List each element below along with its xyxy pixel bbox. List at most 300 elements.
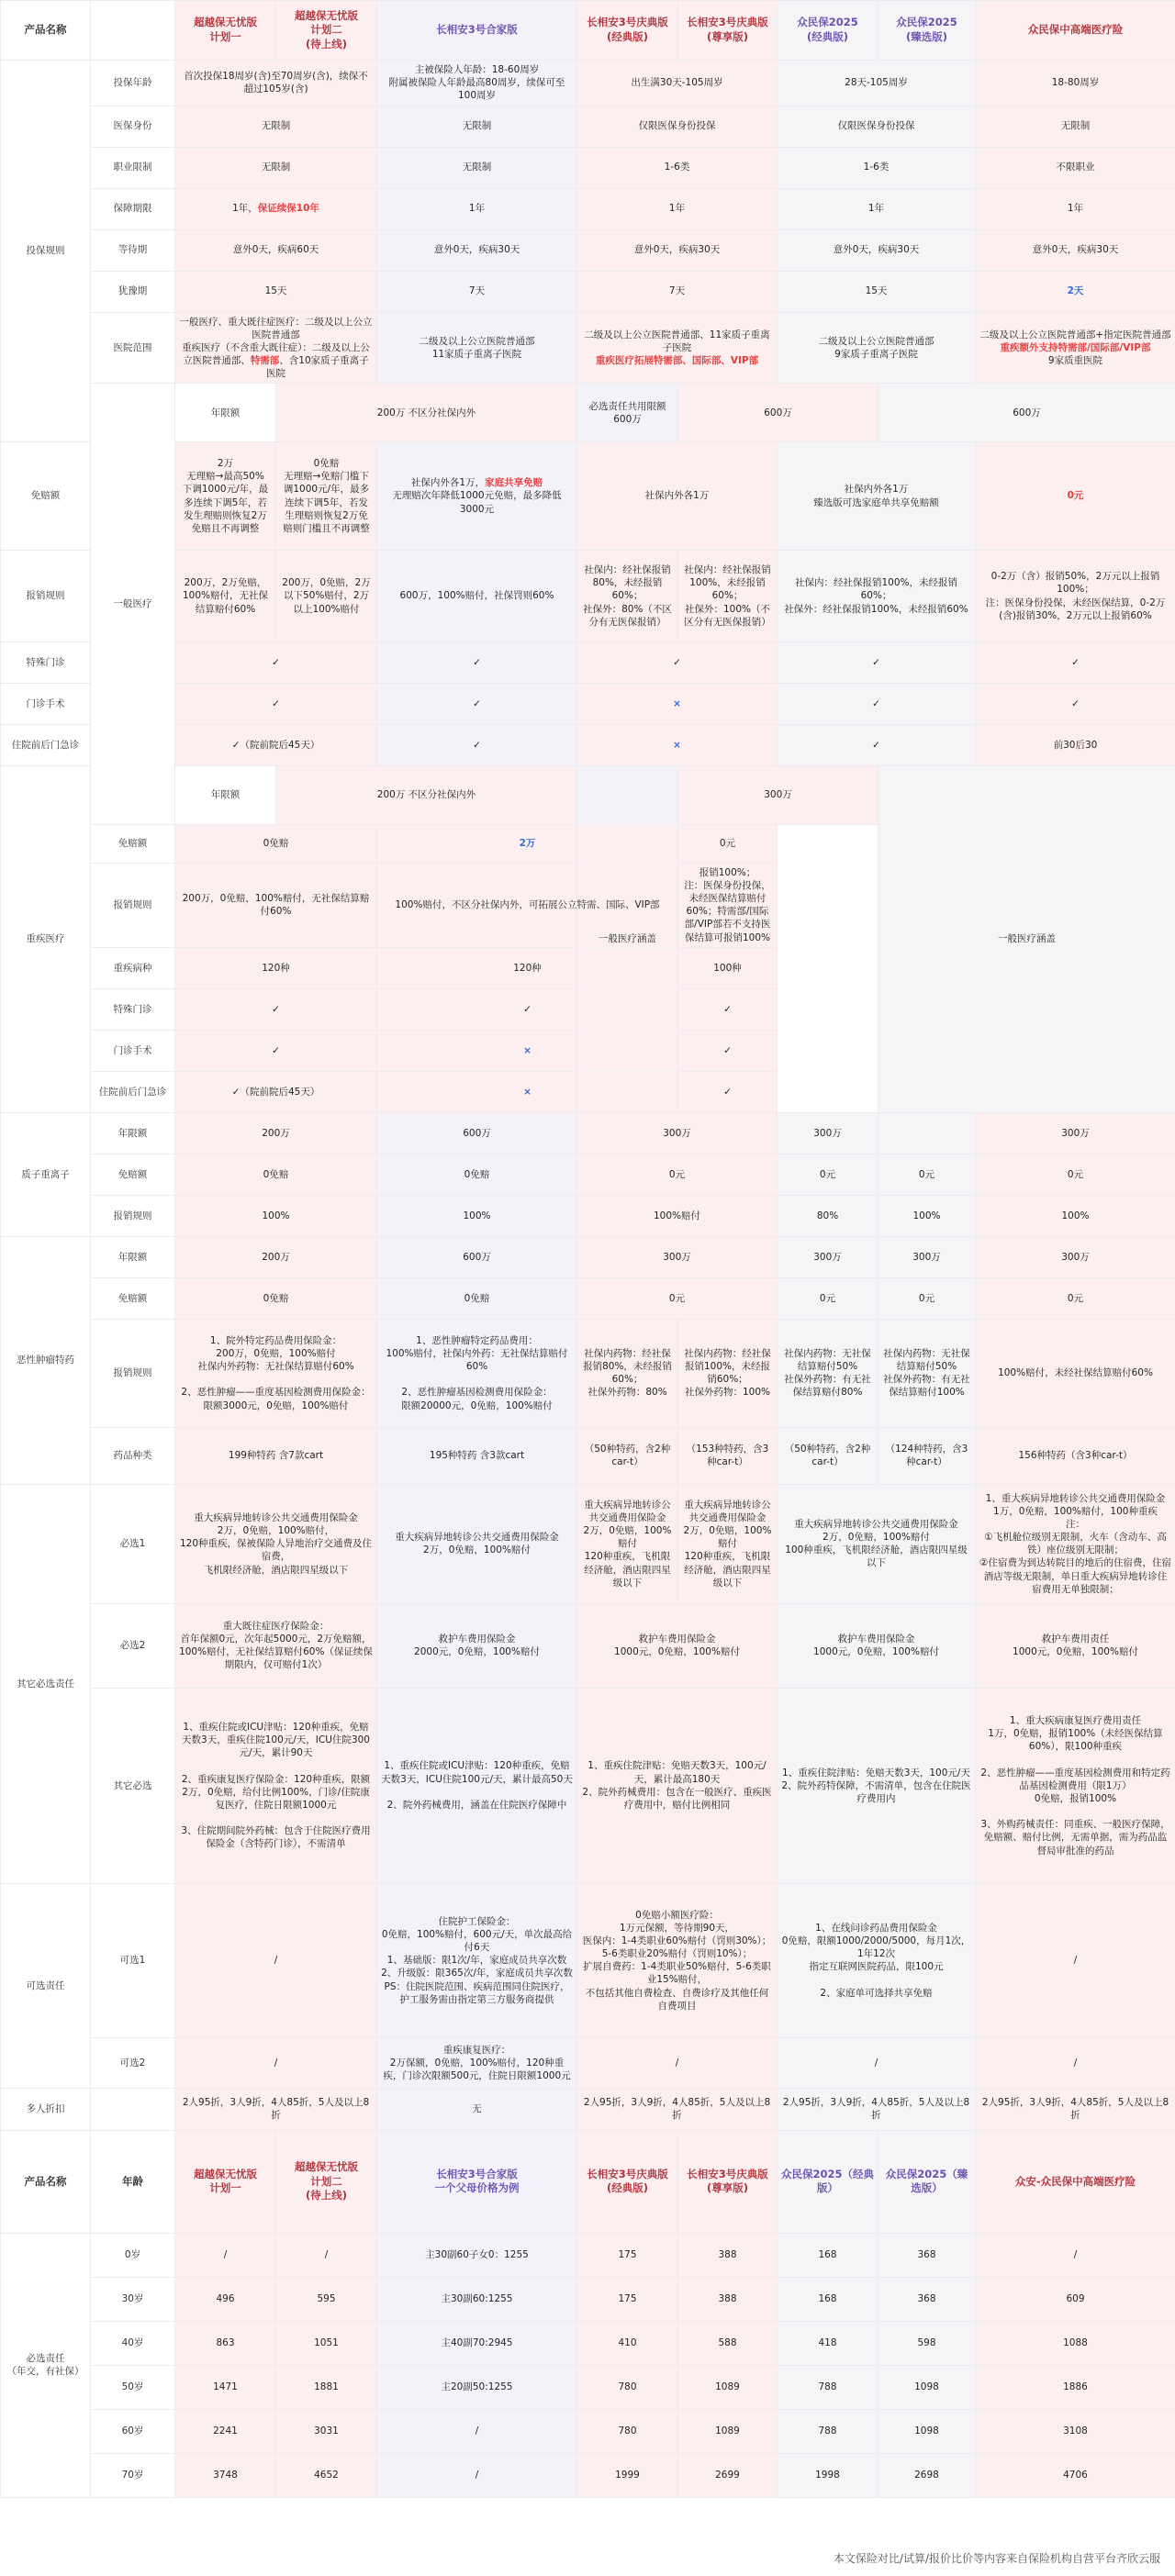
- item-label: 必选1: [91, 1484, 175, 1603]
- table-cell: 1-6类: [577, 147, 778, 188]
- table-cell: 1098: [878, 2409, 976, 2453]
- table-cell: 0元: [878, 1154, 976, 1195]
- item-label: 年限额: [91, 1112, 175, 1154]
- table-cell: 二级及以上公立医院普通部+指定医院普通部 重疾额外支持特需部/国际部/VIP部 9家质重医院: [976, 312, 1175, 384]
- table-cell: 1、重疾住院津贴：免赔天数3天，100元/天，累计最高180天 2、院外药械费用：包含在一般医疗、重疾医疗费用中，赔付比例相同: [577, 1688, 778, 1883]
- table-row: [1, 1484, 1175, 1603]
- table-cell: [878, 1112, 976, 1154]
- item-label: 可选1: [91, 1883, 175, 2037]
- table-cell: 长相安3号合家版: [377, 1, 577, 61]
- table-cell: 418: [778, 2321, 878, 2365]
- table-cell: 388: [678, 2277, 778, 2321]
- table-cell: 0免赔: [377, 1277, 577, 1319]
- table-cell: 2698: [878, 2453, 976, 2497]
- item-label: 报销规则: [1, 551, 91, 642]
- table-cell: 主20副50:1255: [377, 2365, 577, 2409]
- table-cell: 2人95折，3人9折，4人85折，5人及以上8折: [577, 2088, 778, 2130]
- table-cell: 0元: [878, 1277, 976, 1319]
- table-cell: ✓: [175, 1030, 377, 1071]
- table-row: [1, 1688, 1175, 1883]
- table-cell: 众安-众民保中高端医疗险: [976, 2130, 1175, 2233]
- table-cell: 社保内药物：经社保报销80%，未经报销60%； 社保外药物：80%: [577, 1319, 678, 1427]
- table-cell: ×: [377, 1030, 678, 1071]
- table-cell: 4706: [976, 2453, 1175, 2497]
- table-cell: 200万，0免赔，100%赔付，无社保结算赔付60%: [175, 863, 377, 947]
- item-label: 年限额: [91, 1236, 175, 1277]
- table-cell: 意外0天，疾病30天: [377, 229, 577, 271]
- table-cell: 600万: [377, 1112, 577, 1154]
- table-cell: 600万: [678, 384, 878, 442]
- table-cell: （153种特药，含3种car-t）: [678, 1427, 778, 1484]
- table-cell: ✓: [377, 642, 577, 684]
- table-cell: 175: [577, 2233, 678, 2277]
- table-cell: ✓: [377, 684, 577, 725]
- table-row: [1, 1236, 1175, 1277]
- category-label: 投保规则: [1, 61, 91, 442]
- table-cell: 无: [377, 2088, 577, 2130]
- table-row: [1, 725, 1175, 766]
- table-cell: 无限制: [175, 147, 377, 188]
- table-cell: 15天: [175, 271, 377, 312]
- table-row: [1, 2037, 1175, 2088]
- table-cell: 1、重疾住院津贴：免赔天数3天，100元/天 2、院外药特保障，不需清单，包含在住院医疗费用内: [778, 1688, 976, 1883]
- table-row: [1, 2365, 1175, 2409]
- table-cell: 意外0天，疾病60天: [175, 229, 377, 271]
- table-row: [1, 551, 1175, 642]
- table-cell: 一般医疗涵盖: [577, 766, 678, 1113]
- table-cell: 意外0天，疾病30天: [976, 229, 1175, 271]
- table-cell: 1088: [976, 2321, 1175, 2365]
- table-row: [1, 684, 1175, 725]
- table-cell: 0免赔: [175, 824, 377, 863]
- table-cell: 社保内外各1万，家庭共享免赔 无理赔次年降低1000元免赔，最多降低3000元: [377, 442, 577, 551]
- item-label: 特殊门诊: [1, 642, 91, 684]
- table-cell: 1051: [276, 2321, 377, 2365]
- table-cell: 200万，0免赔，2万以下50%赔付，2万以上100%赔付: [276, 551, 377, 642]
- table-cell: 410: [577, 2321, 678, 2365]
- table-cell: 仅限医保身份投保: [577, 106, 778, 147]
- table-cell: 主40副70:2945: [377, 2321, 577, 2365]
- table-cell: 1098: [878, 2365, 976, 2409]
- table-cell: ×: [377, 1071, 678, 1112]
- table-cell: 600万: [878, 384, 1175, 442]
- table-cell: 0元: [976, 1277, 1175, 1319]
- table-row: [1, 2233, 1175, 2277]
- table-cell: 重大疾病异地转诊公共交通费用保险金 2万，0免赔，100%赔付: [377, 1484, 577, 1603]
- table-row: [1, 1112, 1175, 1154]
- table-cell: 住院护工保险金： 0免赔，100%赔付，600元/天，单次最高给付6天 1、基础版：限1次/年，家庭成员共享次数 2、升级版：限365次/年，家庭成员共享次数 PS：住院医院范围、疾病范围同住院医疗，护工服务需由指定第三方服务商提供: [377, 1883, 577, 2037]
- table-cell: 不限职业: [976, 147, 1175, 188]
- table-row: [1, 188, 1175, 229]
- table-cell: 300万: [976, 1236, 1175, 1277]
- table-cell: 1、院外特定药品费用保险金： 200万，0免赔，100%赔付 社保内外药物：无社保结算赔付60% 2、恶性肿瘤——重度基因检测费用保险金：限额3000元，0免赔，100%赔付: [175, 1319, 377, 1427]
- table-cell: 1999: [577, 2453, 678, 2497]
- table-cell: 社保内药物：无社保结算赔付50% 社保外药物：有无社保结算赔付80%: [778, 1319, 878, 1427]
- item-label: 必选2: [91, 1603, 175, 1688]
- table-cell: 2699: [678, 2453, 778, 2497]
- table-cell: 168: [778, 2233, 878, 2277]
- table-cell: /: [377, 2409, 577, 2453]
- table-row: [1, 2453, 1175, 2497]
- table-cell: 0-2万（含）报销50%，2万元以上报销100%； 注：医保身份投保，未经医保结算，0-2万(含)报销30%，2万元以上报销60%: [976, 551, 1175, 642]
- table-cell: /: [175, 2037, 377, 2088]
- table-cell: 1998: [778, 2453, 878, 2497]
- table-cell: /: [377, 2453, 577, 2497]
- table-row: [1, 766, 1175, 825]
- table-cell: 18-80周岁: [976, 61, 1175, 106]
- table-cell: /: [976, 1883, 1175, 2037]
- table-cell: 众民保2025 (臻选版): [878, 1, 976, 61]
- table-cell: 报销100%； 注：医保身份投保，未经医保结算赔付60%；特需部/国际部/VIP部若不支持医保结算可报销100%: [678, 863, 778, 947]
- table-cell: 3108: [976, 2409, 1175, 2453]
- table-cell: 3748: [175, 2453, 276, 2497]
- table-cell: 1年: [976, 188, 1175, 229]
- item-label: 免赔额: [91, 1154, 175, 1195]
- table-cell: 1471: [175, 2365, 276, 2409]
- item-label: 住院前后门急诊: [91, 1071, 175, 1112]
- table-cell: 1、恶性肿瘤特定药品费用： 100%赔付，社保内外药：无社保结算赔付60% 2、恶性肿瘤基因检测费用保险金： 限额20000元，0免赔，100%赔付: [377, 1319, 577, 1427]
- table-cell: 100%: [377, 1195, 577, 1236]
- table-cell: /: [175, 2233, 276, 2277]
- table-cell: 众民保2025（臻选版）: [878, 2130, 976, 2233]
- table-cell: 4652: [276, 2453, 377, 2497]
- table-cell: （50种特药，含2种car-t）: [577, 1427, 678, 1484]
- item-label: 年限额: [175, 766, 276, 825]
- table-cell: 社保内外各1万: [577, 442, 778, 551]
- table-cell: 15天: [778, 271, 976, 312]
- table-cell: 0元: [976, 442, 1175, 551]
- item-label: 重疾病种: [91, 947, 175, 988]
- table-cell: 社保内药物：无社保结算赔付50% 社保外药物：有无社保结算赔付100%: [878, 1319, 976, 1427]
- item-label: 免赔额: [91, 1277, 175, 1319]
- table-cell: 600万，100%赔付，社保罚则60%: [377, 551, 577, 642]
- table-cell: /: [976, 2037, 1175, 2088]
- category-label: 产品名称: [1, 1, 91, 61]
- table-cell: （124种特药，含3种car-t）: [878, 1427, 976, 1484]
- table-cell: 788: [778, 2409, 878, 2453]
- table-cell: 199种特药 含7款cart: [175, 1427, 377, 1484]
- category-label: 重疾医疗: [1, 766, 91, 1113]
- item-label: 犹豫期: [91, 271, 175, 312]
- table-cell: 无限制: [377, 106, 577, 147]
- table-cell: 重疾康复医疗： 2万保额，0免赔，100%赔付，120种重疾，门诊次限额500元，住院日限额1000元: [377, 2037, 577, 2088]
- table-cell: 1、重大疾病异地转诊公共交通费用保险金 1万，0免赔，100%赔付，100种重疾 注： ①飞机舱位级别无限制，火车（含动车、高铁）座位级别无限制； ②住宿费为到达转院目的地后的住宿费，住宿酒店等级无限制，单日重大疾病异地转诊住宿费用无单独限制；: [976, 1484, 1175, 1603]
- table-cell: 主30副60:1255: [377, 2277, 577, 2321]
- table-cell: 前30后30: [976, 725, 1175, 766]
- table-cell: 100%: [878, 1195, 976, 1236]
- table-row: [1, 1195, 1175, 1236]
- table-cell: 救护车费用保险金 2000元，0免赔，100%赔付: [377, 1603, 577, 1688]
- table-cell: 社保内：经社保报销100%，未经报销60%； 社保外：经社保报销100%，未经报销60%: [778, 551, 976, 642]
- table-cell: 496: [175, 2277, 276, 2321]
- table-cell: 1886: [976, 2365, 1175, 2409]
- item-label: 药品种类: [91, 1427, 175, 1484]
- table-cell: 780: [577, 2409, 678, 2453]
- table-cell: 2天: [976, 271, 1175, 312]
- table-cell: 长相安3号庆典版 (尊享版): [678, 2130, 778, 2233]
- table-cell: 3031: [276, 2409, 377, 2453]
- table-cell: 100%赔付，不区分社保内外，可拓展公立特需、国际、VIP部: [377, 863, 678, 947]
- table-cell: /: [175, 1883, 377, 2037]
- table-row: [1, 2277, 1175, 2321]
- table-cell: 1、在线问诊药品费用保险金 0免赔，限额1000/2000/5000，每月1次，1年12次 指定互联网医院药品，限100元 2、家庭单可选择共享免赔: [778, 1883, 976, 2037]
- item-label: 0岁: [91, 2233, 175, 2277]
- table-cell: 609: [976, 2277, 1175, 2321]
- table-cell: /: [577, 2037, 778, 2088]
- table-cell: 120种: [377, 947, 678, 988]
- table-row: [1, 1883, 1175, 2037]
- table-cell: 2人95折，3人9折，4人85折，5人及以上8折: [778, 2088, 976, 2130]
- item-label: 免赔额: [91, 824, 175, 863]
- table-cell: 588: [678, 2321, 778, 2365]
- table-row: [1, 442, 1175, 551]
- table-cell: 救护车费用责任 1000元，0免赔，100%赔付: [976, 1603, 1175, 1688]
- table-cell: ×: [577, 725, 778, 766]
- table-cell: 100%赔付，未经社保结算赔付60%: [976, 1319, 1175, 1427]
- table-cell: 780: [577, 2365, 678, 2409]
- table-row: [1, 229, 1175, 271]
- table-cell: 100%: [976, 1195, 1175, 1236]
- table-cell: 200万 不区分社保内外: [276, 384, 577, 442]
- table-cell: 2人95折，3人9折，4人85折，5人及以上8折: [175, 2088, 377, 2130]
- table-cell: 300万: [976, 1112, 1175, 1154]
- table-cell: 300万: [577, 1112, 778, 1154]
- item-label: 职业限制: [91, 147, 175, 188]
- item-label: 投保年龄: [91, 61, 175, 106]
- table-cell: 28天-105周岁: [778, 61, 976, 106]
- table-row: [1, 147, 1175, 188]
- table-cell: 社保内外各1万 臻选版可选家庭单共享免赔额: [778, 442, 976, 551]
- table-cell: 超越保无忧版 计划一: [175, 1, 276, 61]
- table-cell: 无限制: [175, 106, 377, 147]
- table-cell: 0元: [778, 1154, 878, 1195]
- category-label: 一般医疗: [91, 384, 175, 824]
- table-cell: 无限制: [377, 147, 577, 188]
- table-cell: 无限制: [976, 106, 1175, 147]
- item-label: 医保身份: [91, 106, 175, 147]
- table-cell: 7天: [577, 271, 778, 312]
- table-cell: 1、重大疾病康复医疗费用责任 1万，0免赔，报销100%（未经医保结算60%），限100种重疾 2、恶性肿瘤——重度基因检测费用和特定药品基因检测费用（限1万） 0免赔，报销100% 3、外购药械责任：同重疾、一般医疗保障，免赔额、赔付比例，无需单据，需为药品监督局审批准的药品: [976, 1688, 1175, 1883]
- table-row: [1, 1, 1175, 61]
- table-cell: 1-6类: [778, 147, 976, 188]
- table-cell: 1年: [377, 188, 577, 229]
- table-cell: 社保内：经社保报销80%，未经报销60%； 社保外：80%（不区分有无医保报销）: [577, 551, 678, 642]
- table-cell: 100%: [175, 1195, 377, 1236]
- table-row: [1, 2130, 1175, 2233]
- table-cell: 0免赔: [377, 1154, 577, 1195]
- item-label: 60岁: [91, 2409, 175, 2453]
- table-row: [1, 1603, 1175, 1688]
- table-cell: ✓: [976, 684, 1175, 725]
- table-cell: 2人95折，3人9折，4人85折，5人及以上8折: [976, 2088, 1175, 2130]
- item-label: 年限额: [175, 384, 276, 442]
- item-label: 年龄: [91, 2130, 175, 2233]
- table-cell: 863: [175, 2321, 276, 2365]
- table-row: [1, 2088, 1175, 2130]
- table-cell: 重大疾病异地转诊公共交通费用保险金 2万，0免赔，100%赔付 120种重疾，飞机限经济舱，酒店限四星级以下: [577, 1484, 678, 1603]
- table-cell: ✓: [175, 684, 377, 725]
- table-cell: 200万，2万免赔，100%赔付，无社保结算赔付60%: [175, 551, 276, 642]
- item-label: 40岁: [91, 2321, 175, 2365]
- table-cell: 300万: [778, 1112, 878, 1154]
- table-cell: 长相安3号庆典版 (尊享版): [678, 1, 778, 61]
- table-cell: 80%: [778, 1195, 878, 1236]
- table-cell: ✓: [976, 642, 1175, 684]
- table-cell: 0元: [678, 824, 778, 863]
- table-cell: 1年，保证续保10年: [175, 188, 377, 229]
- table-cell: 必选责任共用限额600万: [577, 384, 678, 442]
- table-cell: 595: [276, 2277, 377, 2321]
- item-label: 50岁: [91, 2365, 175, 2409]
- table-cell: 195种特药 含3款cart: [377, 1427, 577, 1484]
- table-cell: 主30副60子女0：1255: [377, 2233, 577, 2277]
- item-label: 门诊手术: [91, 1030, 175, 1071]
- table-cell: 出生满30天-105周岁: [577, 61, 778, 106]
- item-label: 30岁: [91, 2277, 175, 2321]
- table-cell: 156种特药（含3种car-t）: [976, 1427, 1175, 1484]
- category-label: 必选责任 （年交，有社保）: [1, 2233, 91, 2497]
- table-cell: 超越保无忧版 计划二 (待上线): [276, 1, 377, 61]
- table-cell: 重大疾病异地转诊公共交通费用保险金 2万，0免赔，100%赔付 120种重疾，飞机限经济舱，酒店限四星级以下: [678, 1484, 778, 1603]
- table-cell: 1089: [678, 2409, 778, 2453]
- table-cell: 368: [878, 2277, 976, 2321]
- item-label: 等待期: [91, 229, 175, 271]
- table-cell: [91, 1, 175, 61]
- table-row: [1, 384, 1175, 442]
- table-cell: 0元: [778, 1277, 878, 1319]
- table-cell: ✓: [678, 988, 778, 1030]
- category-label: 可选责任: [1, 1883, 91, 2088]
- table-cell: 1年: [778, 188, 976, 229]
- table-cell: 300万: [577, 1236, 778, 1277]
- table-cell: 超越保无忧版 计划二 (待上线): [276, 2130, 377, 2233]
- table-cell: 1、重疾住院或ICU津贴：120种重疾，免赔天数3天，重疾住院100元/天，ICU住院300元/天，累计90天 2、重疾康复医疗保险金：120种重疾，限额2万，0免赔，给付比例100%，门诊/住院康复医疗，住院日限额1000元 3、住院期间院外药械：包含于住院医疗费用保险金（含特药门诊），不需清单: [175, 1688, 377, 1883]
- item-label: 住院前后门急诊: [1, 725, 91, 766]
- item-label: 其它必选: [91, 1688, 175, 1883]
- table-row: [1, 1319, 1175, 1427]
- table-row: [1, 61, 1175, 106]
- table-cell: 0元: [976, 1154, 1175, 1195]
- table-cell: ✓: [577, 642, 778, 684]
- table-cell: 300万: [778, 1236, 878, 1277]
- table-cell: 主被保险人年龄：18-60周岁 附属被保险人年龄最高80周岁，续保可至100周岁: [377, 61, 577, 106]
- table-cell: ✓: [678, 1030, 778, 1071]
- item-label: 报销规则: [91, 1195, 175, 1236]
- table-cell: ✓（院前院后45天）: [175, 725, 377, 766]
- table-cell: 2万 无理赔→最高50% 下调1000元/年，最多连续下调5年，若发生理赔则恢复2万免赔且不再调整: [175, 442, 276, 551]
- table-cell: 意外0天，疾病30天: [577, 229, 778, 271]
- table-cell: 200万 不区分社保内外: [276, 766, 577, 825]
- table-cell: 重大既往症医疗保险金： 首年保额0元，次年起5000元，2万免赔额，100%赔付，无社保结算赔付60%（保证续保期限内，仅可赔付1次）: [175, 1603, 377, 1688]
- table-cell: ✓: [377, 725, 577, 766]
- table-cell: /: [778, 2037, 976, 2088]
- table-cell: ✓: [678, 1071, 778, 1112]
- table-cell: ✓: [778, 642, 976, 684]
- source-footnote: 本文保险对比/试算/报价比价等内容来自保险机构自营平台齐欣云服: [833, 2552, 1160, 2565]
- table-cell: 300万: [678, 766, 878, 825]
- table-cell: 二级及以上公立医院普通部、11家质子重离子医院 重疾医疗拓展特需部、国际部、VIP部: [577, 312, 778, 384]
- item-label: 70岁: [91, 2453, 175, 2497]
- table-cell: 0免赔: [175, 1154, 377, 1195]
- table-cell: 一般医疗、重大既往症医疗：二级及以上公立医院普通部 重疾医疗（不含重大既往症）：二级及以上公立医院普通部、特需部、含10家质子重离子医院: [175, 312, 377, 384]
- table-row: [1, 1427, 1175, 1484]
- item-label: 可选2: [91, 2037, 175, 2088]
- table-cell: 1089: [678, 2365, 778, 2409]
- table-cell: 救护车费用保险金 1000元，0免赔，100%赔付: [577, 1603, 778, 1688]
- item-label: 报销规则: [91, 863, 175, 947]
- table-cell: 600万: [377, 1236, 577, 1277]
- table-cell: 超越保无忧版 计划一: [175, 2130, 276, 2233]
- table-cell: 首次投保18周岁(含)至70周岁(含)，续保不超过105岁(含): [175, 61, 377, 106]
- table-cell: 0免赔小额医疗险： 1万元保额，等待期90天， 医保内：1-4类职业60%赔付（罚则30%）； 5-6类职业20%赔付（罚则10%）； 扩展自费药：1-4类职业50%赔付，5-6类职业15%赔付， 不包括其他自费检查、自费诊疗及其他任何自费项目: [577, 1883, 778, 2037]
- table-cell: 社保内：经社保报销100%，未经报销60%； 社保外：100%（不区分有无医保报销）: [678, 551, 778, 642]
- table-cell: 100种: [678, 947, 778, 988]
- table-cell: 7天: [377, 271, 577, 312]
- table-cell: 0元: [577, 1154, 778, 1195]
- table-cell: 救护车费用保险金 1000元，0免赔，100%赔付: [778, 1603, 976, 1688]
- table-cell: /: [276, 2233, 377, 2277]
- table-row: [1, 642, 1175, 684]
- table-cell: ✓: [778, 684, 976, 725]
- table-row: [1, 2321, 1175, 2365]
- item-label: 医院范围: [91, 312, 175, 384]
- table-cell: 众民保2025 (经典版): [778, 1, 878, 61]
- category-label: 多人折扣: [1, 2088, 91, 2130]
- item-label: 特殊门诊: [91, 988, 175, 1030]
- item-label: 门诊手术: [1, 684, 91, 725]
- table-cell: 二级及以上公立医院普通部 11家质子重离子医院: [377, 312, 577, 384]
- table-cell: 368: [878, 2233, 976, 2277]
- table-cell: 100%赔付: [577, 1195, 778, 1236]
- table-cell: 众民保中高端医疗险: [976, 1, 1175, 61]
- table-cell: 1、重疾住院或ICU津贴：120种重疾，免赔天数3天，ICU住院100元/天，累计最高50天 2、院外药械费用，涵盖在住院医疗保障中: [377, 1688, 577, 1883]
- table-cell: 168: [778, 2277, 878, 2321]
- table-cell: ×: [577, 684, 778, 725]
- table-cell: ✓: [175, 642, 377, 684]
- table-cell: ✓: [778, 725, 976, 766]
- category-label: 其它必选责任: [1, 1484, 91, 1883]
- table-cell: 长相安3号合家版 一个父母价格为例: [377, 2130, 577, 2233]
- table-cell: 众民保2025（经典版）: [778, 2130, 878, 2233]
- item-label: 保障期限: [91, 188, 175, 229]
- table-cell: ✓: [377, 988, 678, 1030]
- table-cell: 1881: [276, 2365, 377, 2409]
- table-cell: 300万: [878, 1236, 976, 1277]
- table-cell: 长相安3号庆典版 (经典版): [577, 2130, 678, 2233]
- table-row: [1, 1277, 1175, 1319]
- table-cell: 1年: [577, 188, 778, 229]
- table-cell: ✓（院前院后45天）: [175, 1071, 377, 1112]
- table-cell: 0免赔 无理赔→免赔门槛下调1000元/年，最多连续下调5年，若发生理赔则恢复2万免赔则门槛且不再调整: [276, 442, 377, 551]
- table-cell: 重大疾病异地转诊公共交通费用保险金 2万，0免赔，100%赔付 100种重疾，飞机限经济舱，酒店限四星级以下: [778, 1484, 976, 1603]
- table-cell: 788: [778, 2365, 878, 2409]
- comparison-table-body: [1, 1, 1175, 2498]
- table-cell: 二级及以上公立医院普通部 9家质子重离子医院: [778, 312, 976, 384]
- item-label: 免赔额: [1, 442, 91, 551]
- table-cell: 598: [878, 2321, 976, 2365]
- table-cell: 200万: [175, 1112, 377, 1154]
- table-cell: /: [976, 2233, 1175, 2277]
- table-cell: 0元: [577, 1277, 778, 1319]
- table-row: [1, 1154, 1175, 1195]
- table-cell: 仅限医保身份投保: [778, 106, 976, 147]
- table-cell: [91, 2088, 175, 2130]
- table-cell: 175: [577, 2277, 678, 2321]
- table-cell: ✓: [175, 988, 377, 1030]
- table-cell: 意外0天，疾病30天: [778, 229, 976, 271]
- item-label: 报销规则: [91, 1319, 175, 1427]
- table-row: [1, 2409, 1175, 2453]
